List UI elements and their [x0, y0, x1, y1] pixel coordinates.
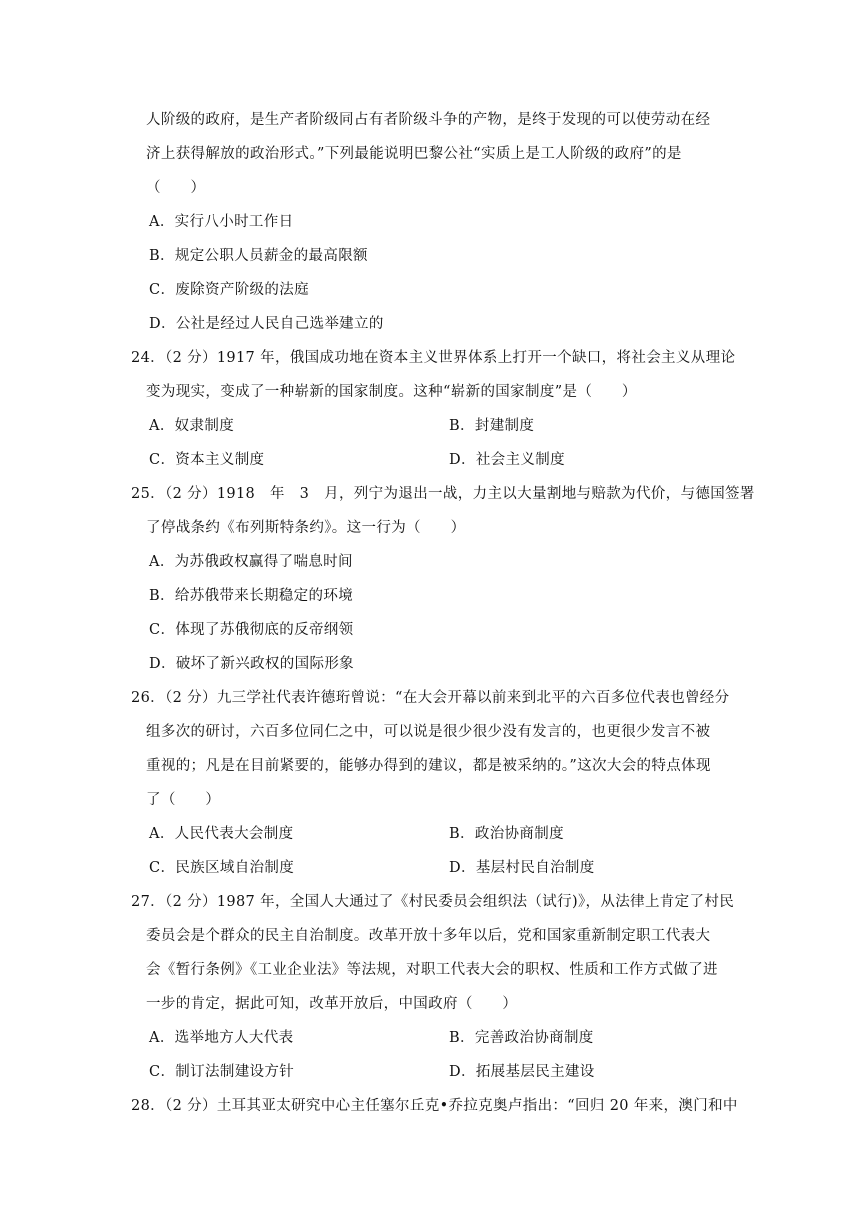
- question-stem-line: 重视的；凡是在目前紧要的，能够办得到的建议，都是被采纳的。”这次大会的特点体现: [146, 758, 711, 774]
- option-b: B．完善政治协商制度: [449, 1030, 594, 1046]
- option-d: D．拓展基层民主建设: [449, 1064, 595, 1080]
- option-d: D．社会主义制度: [449, 452, 565, 468]
- option-b: B．政治协商制度: [449, 826, 564, 842]
- option-c: C．废除资产阶级的法庭: [149, 282, 309, 298]
- question-stem-line: 26．（2 分）九三学社代表许德珩曾说：“在大会开幕以前来到北平的六百多位代表也曾经分: [131, 690, 730, 706]
- option-b: B．封建制度: [449, 418, 535, 434]
- option-d: D．基层村民自治制度: [449, 860, 595, 876]
- question-stem-line: 组多次的研讨，六百多位同仁之中，可以说是很少很少没有发言的，也更很少发言不被: [146, 724, 711, 740]
- option-c: C．资本主义制度: [149, 452, 265, 468]
- option-b: B．规定公职人员薪金的最高限额: [149, 248, 368, 264]
- question-stem-line: 了停战条约《布列斯特条约》。这一行为（ ）: [146, 520, 466, 536]
- option-d: D．公社是经过人民自己选举建立的: [149, 316, 384, 332]
- question-stem-line: 会《暂行条例》《工业企业法》等法规，对职工代表大会的职权、性质和工作方式做了进: [146, 962, 718, 978]
- question-stem-line: 一步的肯定，据此可知，改革开放后，中国政府（ ）: [146, 996, 518, 1012]
- question-stem-line: 24．（2 分）1917 年，俄国成功地在资本主义世界体系上打开一个缺口，将社会主义从理论: [131, 350, 736, 366]
- option-c: C．体现了苏俄彻底的反帝纲领: [149, 622, 354, 638]
- question-stem-line: 济上获得解放的政治形式。”下列最能说明巴黎公社“实质上是工人阶级的政府”的是: [146, 146, 682, 162]
- question-stem-line: 25．（2 分）1918 年 3 月，列宁为退出一战，力主以大量割地与赔款为代价，与德国签署: [131, 486, 755, 502]
- option-a: A．人民代表大会制度: [149, 826, 294, 842]
- option-a: A．实行八小时工作日: [149, 214, 294, 230]
- question-stem-line: 变为现实，变成了一种崭新的国家制度。这种“崭新的国家制度”是（ ）: [146, 384, 637, 400]
- answer-blank: （ ）: [146, 180, 206, 196]
- option-a: A．为苏俄政权赢得了喘息时间: [149, 554, 353, 570]
- option-b: B．给苏俄带来长期稳定的环境: [149, 588, 354, 604]
- option-a: A．奴隶制度: [149, 418, 235, 434]
- option-d: D．破坏了新兴政权的国际形象: [149, 656, 355, 672]
- question-stem-line: 委员会是个群众的民主自治制度。改革开放十多年以后，党和国家重新制定职工代表大: [146, 928, 711, 944]
- question-stem-line: 27．（2 分）1987 年，全国人大通过了《村民委员会组织法（试行)》，从法律上肯定了村民: [131, 894, 735, 910]
- option-a: A．选举地方人大代表: [149, 1030, 294, 1046]
- question-stem-line: 人阶级的政府，是生产者阶级同占有者阶级斗争的产物，是终于发现的可以使劳动在经: [146, 112, 711, 128]
- option-c: C．制订法制建设方针: [149, 1064, 295, 1080]
- question-stem-line: 28．（2 分）土耳其亚太研究中心主任塞尔丘克•乔拉克奥卢指出：“回归 20 年来，澳门和中: [131, 1098, 738, 1114]
- question-stem-line: 了（ ）: [146, 792, 221, 808]
- option-c: C．民族区域自治制度: [149, 860, 295, 876]
